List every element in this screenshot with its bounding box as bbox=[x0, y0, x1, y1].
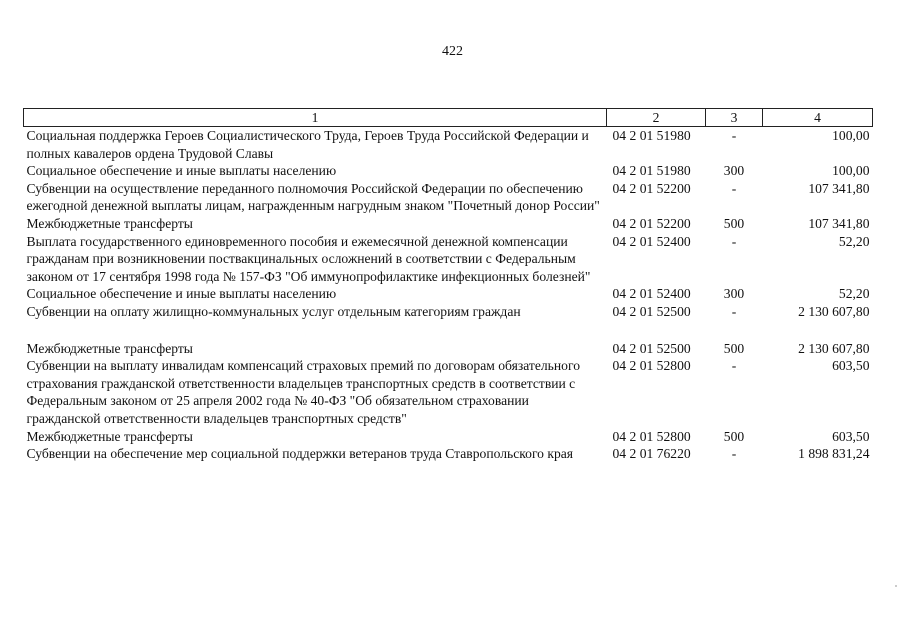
budget-table bbox=[23, 108, 873, 463]
page-number: 422 bbox=[442, 44, 463, 59]
name-cell: Социальное обеспечение и иные выплаты населению bbox=[26, 163, 337, 179]
type-cell: 300 bbox=[723, 163, 745, 179]
column-header-4: 4 bbox=[763, 109, 873, 127]
amount-cell: 2 130 607,80 bbox=[798, 303, 870, 319]
name-cell: Социальное обеспечение и иные выплаты населению bbox=[26, 286, 337, 302]
amount-cell: 52,20 bbox=[838, 286, 870, 302]
scan-artifact-dot bbox=[895, 585, 897, 587]
table-row bbox=[24, 340, 873, 358]
type-cell: 300 bbox=[723, 286, 745, 302]
column-header-3: 3 bbox=[706, 109, 763, 127]
type-cell: 500 bbox=[723, 340, 745, 356]
table-row bbox=[24, 233, 873, 286]
type-cell: - bbox=[731, 303, 737, 319]
type-cell: 500 bbox=[723, 428, 745, 444]
code-cell: 04 2 01 52400 bbox=[612, 286, 691, 302]
amount-cell: 107 341,80 bbox=[808, 215, 870, 231]
amount-cell: 107 341,80 bbox=[808, 180, 870, 196]
code-cell: 04 2 01 52500 bbox=[612, 303, 691, 319]
table-row bbox=[24, 357, 873, 427]
code-cell: 04 2 01 52400 bbox=[612, 233, 691, 249]
column-header-2: 2 bbox=[607, 109, 706, 127]
name-cell: Межбюджетные трансферты bbox=[26, 428, 193, 444]
type-cell: - bbox=[731, 233, 737, 249]
code-cell: 04 2 01 51980 bbox=[612, 128, 691, 143]
code-cell: 04 2 01 52800 bbox=[612, 428, 691, 444]
amount-cell: 2 130 607,80 bbox=[798, 340, 870, 356]
name-cell: Субвенции на обеспечение мер социальной поддержки ветеранов труда Ставропольского края bbox=[26, 446, 574, 462]
code-cell: 04 2 01 76220 bbox=[612, 446, 691, 462]
name-cell: Социальная поддержка Героев Социалистического Труда, Героев Труда Российской Федерации и полных кавалеров ордена Трудовой Славы bbox=[26, 128, 589, 161]
name-cell: Субвенции на выплату инвалидам компенсаций страховых премий по договорам обязательного страхования гражданской ответственности владельцев транспортных средств в соответствии с Федеральным законом от 25 апреля 2002 года № 40-ФЗ "Об обязательном страховании гражданской ответственности владельцев транспортных средств" bbox=[26, 358, 580, 426]
table-row bbox=[24, 428, 873, 446]
column-header-1: 1 bbox=[24, 109, 607, 127]
amount-cell: 100,00 bbox=[832, 128, 870, 143]
type-cell: - bbox=[731, 446, 737, 462]
code-cell: 04 2 01 52200 bbox=[612, 215, 691, 231]
name-cell: Межбюджетные трансферты bbox=[26, 340, 193, 356]
amount-cell: 1 898 831,24 bbox=[798, 446, 870, 462]
name-cell: Субвенции на оплату жилищно-коммунальных услуг отдельным категориям граждан bbox=[26, 303, 521, 319]
amount-cell: 52,20 bbox=[838, 233, 870, 249]
name-cell: Выплата государственного единовременного пособия и ежемесячной денежной компенсации гражданам при возникновении поствакцинальных осложнений в соответствии с Федеральным законом от 17 сентября 1998 года № 157-ФЗ "Об иммунопрофилактике инфекционных болезней" bbox=[26, 233, 591, 284]
code-cell: 04 2 01 51980 bbox=[612, 163, 691, 179]
amount-cell: 100,00 bbox=[832, 163, 870, 179]
type-cell: - bbox=[731, 180, 737, 196]
type-cell: 500 bbox=[723, 215, 745, 231]
amount-cell: 603,50 bbox=[832, 428, 870, 444]
type-cell: - bbox=[731, 128, 737, 143]
type-cell: - bbox=[731, 358, 737, 374]
table-row bbox=[24, 285, 873, 303]
code-cell: 04 2 01 52500 bbox=[612, 340, 691, 356]
table-row bbox=[24, 127, 873, 163]
table-row bbox=[24, 180, 873, 215]
table-row bbox=[24, 215, 873, 233]
table-header bbox=[24, 109, 873, 127]
table-body bbox=[24, 127, 873, 463]
amount-cell: 603,50 bbox=[832, 358, 870, 374]
name-cell: Межбюджетные трансферты bbox=[26, 215, 193, 231]
code-cell: 04 2 01 52800 bbox=[612, 358, 691, 374]
code-cell: 04 2 01 52200 bbox=[612, 180, 691, 196]
table-row bbox=[24, 303, 873, 340]
table-row bbox=[24, 162, 873, 180]
name-cell: Субвенции на осуществление переданного полномочия Российской Федерации по обеспечению ежегодной денежной выплаты лицам, награжденным нагрудным знаком "Почетный донор России" bbox=[26, 180, 600, 214]
table-row bbox=[24, 445, 873, 463]
header-row bbox=[24, 109, 873, 127]
